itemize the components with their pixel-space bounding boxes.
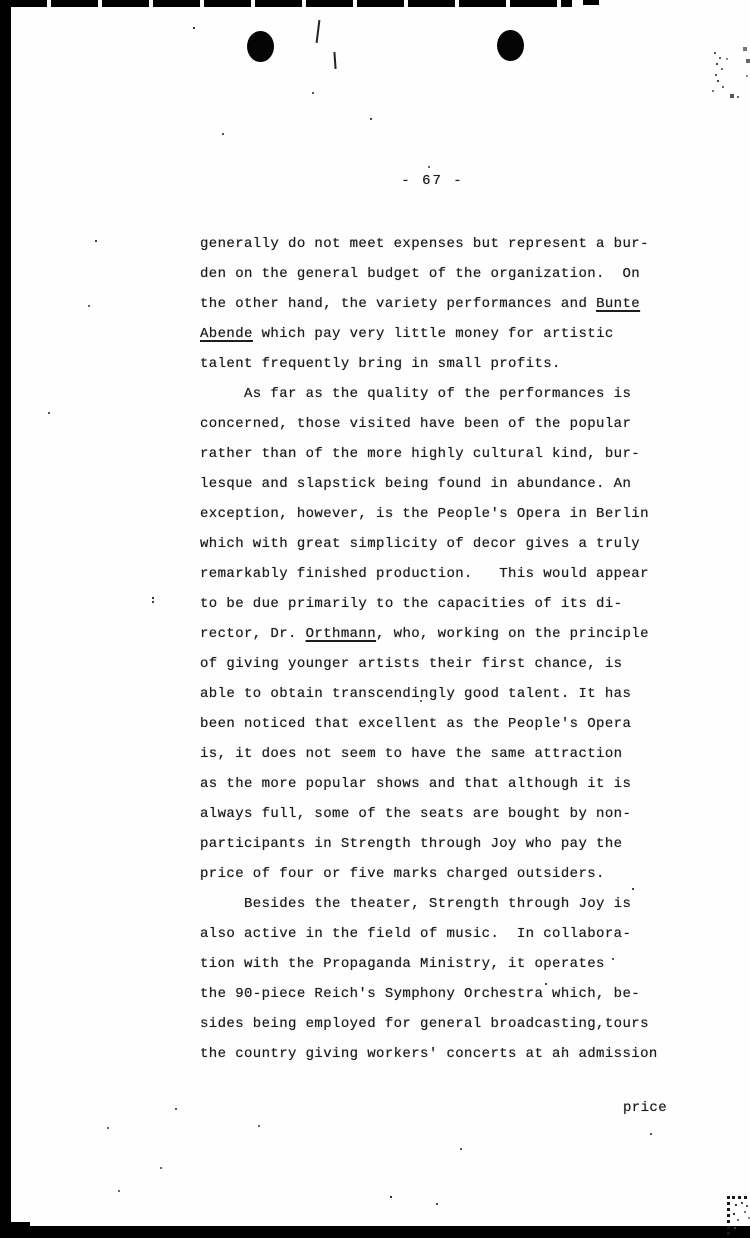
text-line: as the more popular shows and that although it is (200, 776, 632, 792)
page-number: - 67 - (401, 173, 464, 189)
text-line: also active in the field of music. In collabora- (200, 926, 632, 942)
text-line: which with great simplicity of decor gives a truly (200, 536, 641, 552)
text-line: Besides the theater, Strength through Joy is (200, 896, 632, 912)
text-line: generally do not meet expenses but represent a bur- (200, 236, 649, 252)
text-line: participants in Strength through Joy who pay the (200, 836, 623, 852)
stamp-corner-bottom-right-icon (727, 1196, 750, 1238)
text-line: rather than of the more highly cultural kind, bur- (200, 446, 641, 462)
text-line: the 90-piece Reich's Symphony Orchestra which, be- (200, 986, 641, 1002)
scan-edge-left-icon (0, 0, 11, 1238)
text-line: concerned, those visited have been of the popular (200, 416, 632, 432)
text-line: talent frequently bring in small profits. (200, 356, 561, 372)
text-line: den on the general budget of the organization. On (200, 266, 641, 282)
paper-specks-icon (0, 0, 2, 2)
text-line: to be due primarily to the capacities of its di- (200, 596, 623, 612)
text-line: of giving younger artists their first chance, is (200, 656, 623, 672)
text-line: the other hand, the variety performances and Bunte (200, 296, 641, 312)
hole-punch-right-icon (497, 30, 524, 61)
text-line: remarkably finished production. This would appear (200, 566, 649, 582)
text-line: lesque and slapstick being found in abundance. An (200, 476, 632, 492)
text-line: tion with the Propaganda Ministry, it operates (200, 956, 605, 972)
scratch-mark-icon (316, 20, 321, 43)
text-block (200, 229, 672, 1069)
text-line: rector, Dr. Orthmann, who, working on the principle (200, 626, 649, 642)
scratch-mark-icon (333, 52, 336, 69)
text-line: price of four or five marks charged outsiders. (200, 866, 605, 882)
text-line: always full, some of the seats are bought by non- (200, 806, 632, 822)
scan-edge-bottom-icon (0, 1226, 750, 1238)
text-line: sides being employed for general broadcasting,tours (200, 1016, 649, 1032)
scan-edge-top-nub-icon (583, 0, 599, 5)
text-line: the country giving workers' concerts at an admission (200, 1046, 658, 1062)
text-line: exception, however, is the People's Opera in Berlin (200, 506, 649, 522)
text-line: been noticed that excellent as the People's Opera (200, 716, 632, 732)
catchword: price (623, 1100, 668, 1116)
text-line: able to obtain transcendingly good talent. It has (200, 686, 632, 702)
text-line: As far as the quality of the performances is (200, 386, 632, 402)
hole-punch-left-icon (247, 31, 274, 62)
scan-edge-top-icon (0, 0, 572, 7)
text-line: is, it does not seem to have the same attraction (200, 746, 623, 762)
text-line: Abende which pay very little money for artistic (200, 326, 614, 342)
